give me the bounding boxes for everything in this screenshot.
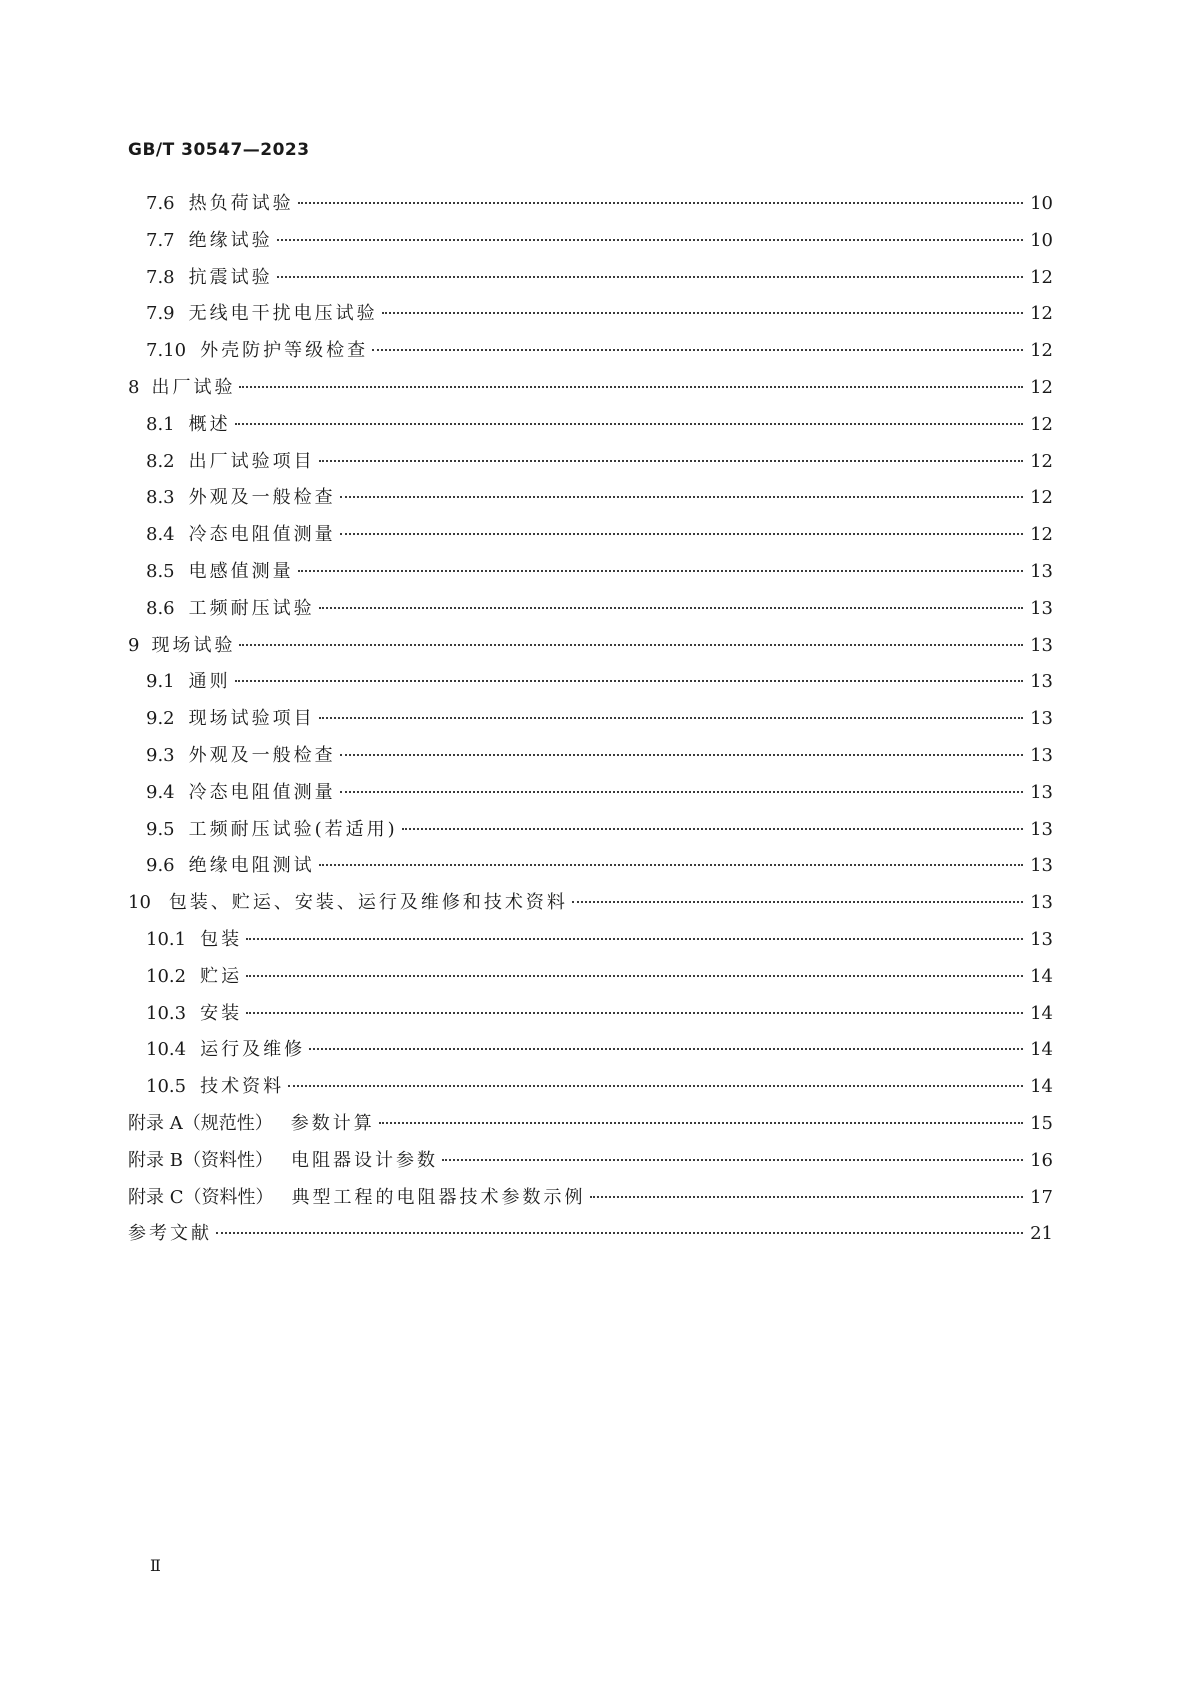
toc-entry-appendix-a[interactable] <box>128 1113 1053 1150</box>
toc-entry-appendix-c[interactable] <box>128 1187 1053 1224</box>
toc-number: 9.6 <box>146 855 175 877</box>
toc-number: 8.3 <box>146 487 175 509</box>
toc-entry-10[interactable] <box>128 892 1053 929</box>
dot-leader <box>235 423 1023 425</box>
dot-leader <box>288 1085 1023 1087</box>
dot-leader <box>235 680 1023 682</box>
toc-page: 12 <box>1030 413 1053 435</box>
toc-title: 运行及维修 <box>200 1039 306 1061</box>
toc-page: 15 <box>1030 1112 1053 1134</box>
dot-leader <box>340 791 1023 793</box>
toc-title: 冷态电阻值测量 <box>188 524 336 546</box>
toc-number: 9.5 <box>146 818 175 840</box>
dot-leader <box>590 1196 1024 1198</box>
toc-title: 技术资料 <box>200 1076 285 1098</box>
toc-entry-7-6[interactable] <box>128 193 1053 230</box>
toc-entry-9-4[interactable] <box>128 782 1053 819</box>
toc-title: 现场试验 <box>151 634 236 656</box>
toc-title: 包装、贮运、安装、运行及维修和技术资料 <box>168 892 568 914</box>
toc-entry-7-8[interactable] <box>128 267 1053 304</box>
toc-number: 7.7 <box>146 229 175 251</box>
toc-page: 12 <box>1030 487 1053 509</box>
toc-entry-8-3[interactable] <box>128 487 1053 524</box>
toc-entry-9-3[interactable] <box>128 745 1053 782</box>
toc-title: 绝缘电阻测试 <box>188 855 315 877</box>
toc-page: 13 <box>1030 634 1053 656</box>
toc-title: 电阻器设计参数 <box>290 1149 438 1171</box>
toc-page: 13 <box>1030 708 1053 730</box>
page-number: Ⅱ <box>150 1556 161 1575</box>
toc-number: 8.2 <box>146 450 175 472</box>
dot-leader <box>379 1122 1023 1124</box>
dot-leader <box>298 202 1023 204</box>
toc-number: 10.2 <box>146 965 187 987</box>
dot-leader <box>239 386 1023 388</box>
dot-leader <box>239 644 1023 646</box>
toc-page: 14 <box>1030 1076 1053 1098</box>
toc-title: 参数计算 <box>290 1112 375 1134</box>
toc-title: 外壳防护等级检查 <box>200 340 369 362</box>
toc-page: 12 <box>1030 524 1053 546</box>
toc-page: 13 <box>1030 928 1053 950</box>
dot-leader <box>246 1012 1023 1014</box>
toc-page: 13 <box>1030 597 1053 619</box>
toc-entry-8-6[interactable] <box>128 598 1053 635</box>
toc-number: 8 <box>128 376 140 398</box>
toc-title: 外观及一般检查 <box>188 744 336 766</box>
toc-title: 贮运 <box>200 965 243 987</box>
dot-leader <box>340 533 1023 535</box>
toc-entry-8-1[interactable] <box>128 414 1053 451</box>
toc-number: 附录 C（资料性） <box>128 1186 274 1208</box>
toc-title: 典型工程的电阻器技术参数示例 <box>291 1186 586 1208</box>
toc-entry-7-10[interactable] <box>128 340 1053 377</box>
toc-title: 无线电干扰电压试验 <box>188 303 378 325</box>
document-code: GB/T 30547—2023 <box>128 140 310 160</box>
toc-number: 8.4 <box>146 524 175 546</box>
dot-leader <box>277 239 1023 241</box>
toc-page: 13 <box>1030 671 1053 693</box>
toc-page: 17 <box>1030 1186 1053 1208</box>
toc-entry-10-2[interactable] <box>128 966 1053 1003</box>
toc-title: 通则 <box>188 671 231 693</box>
toc-title: 出厂试验项目 <box>188 450 315 472</box>
toc-number: 7.6 <box>146 193 175 214</box>
toc-number: 8.5 <box>146 560 175 582</box>
toc-entry-8-2[interactable] <box>128 451 1053 488</box>
toc-entry-9-2[interactable] <box>128 708 1053 745</box>
toc-number: 附录 B（资料性） <box>128 1149 273 1171</box>
toc-title: 热负荷试验 <box>188 193 294 214</box>
toc-number: 8.6 <box>146 597 175 619</box>
toc-page: 14 <box>1030 1039 1053 1061</box>
toc-number: 9.1 <box>146 671 175 693</box>
toc-title: 现场试验项目 <box>188 708 315 730</box>
toc-number: 10.1 <box>146 928 187 950</box>
toc-number: 7.9 <box>146 303 175 325</box>
dot-leader <box>340 754 1023 756</box>
toc-number: 9.4 <box>146 781 175 803</box>
toc-title: 电感值测量 <box>188 560 294 582</box>
dot-leader <box>442 1159 1023 1161</box>
toc-page: 10 <box>1030 193 1053 214</box>
toc-page: 12 <box>1030 340 1053 362</box>
dot-leader <box>372 349 1023 351</box>
toc-title: 抗震试验 <box>188 266 273 288</box>
toc-title: 包装 <box>200 928 243 950</box>
toc-title: 绝缘试验 <box>188 229 273 251</box>
dot-leader <box>246 938 1023 940</box>
toc-entry-8-4[interactable] <box>128 524 1053 561</box>
toc-title: 外观及一般检查 <box>188 487 336 509</box>
toc-page: 13 <box>1030 560 1053 582</box>
dot-leader <box>277 276 1023 278</box>
toc-page: 10 <box>1030 229 1053 251</box>
dot-leader <box>319 607 1023 609</box>
dot-leader <box>298 570 1023 572</box>
toc-page: 13 <box>1030 781 1053 803</box>
toc-page: 13 <box>1030 855 1053 877</box>
toc-number: 7.10 <box>146 340 187 362</box>
toc-page: 13 <box>1030 892 1053 914</box>
toc-number: 10.4 <box>146 1039 187 1061</box>
dot-leader <box>216 1232 1023 1234</box>
dot-leader <box>319 717 1023 719</box>
toc-title: 出厂试验 <box>151 376 236 398</box>
toc-number: 7.8 <box>146 266 175 288</box>
toc-number: 10 <box>128 892 151 914</box>
dot-leader <box>402 828 1023 830</box>
toc-page: 12 <box>1030 450 1053 472</box>
toc-number: 10.5 <box>146 1076 187 1098</box>
toc-entry-appendix-b[interactable] <box>128 1150 1053 1187</box>
toc-page: 12 <box>1030 303 1053 325</box>
toc-entry-7-7[interactable] <box>128 230 1053 267</box>
toc-page: 14 <box>1030 1002 1053 1024</box>
toc-entry-10-4[interactable] <box>128 1039 1053 1076</box>
dot-leader <box>319 864 1023 866</box>
toc-entry-10-3[interactable] <box>128 1003 1053 1040</box>
toc-entry-8-5[interactable] <box>128 561 1053 598</box>
toc-entry-references[interactable] <box>128 1223 1053 1260</box>
toc-page: 13 <box>1030 744 1053 766</box>
toc-number: 附录 A（规范性） <box>128 1112 273 1134</box>
dot-leader <box>340 496 1023 498</box>
toc-page: 12 <box>1030 266 1053 288</box>
toc-number: 9.2 <box>146 708 175 730</box>
toc-title: 工频耐压试验 <box>188 597 315 619</box>
dot-leader <box>572 901 1023 903</box>
toc-number: 8.1 <box>146 413 175 435</box>
toc-title: 工频耐压试验(若适用) <box>188 818 398 840</box>
toc-number: 9 <box>128 634 140 656</box>
toc-entry-9-6[interactable] <box>128 855 1053 892</box>
toc-title: 安装 <box>200 1002 243 1024</box>
dot-leader <box>319 460 1023 462</box>
toc-entry-9-1[interactable] <box>128 671 1053 708</box>
toc-page: 14 <box>1030 965 1053 987</box>
table-of-contents <box>128 193 1053 1260</box>
toc-entry-10-1[interactable] <box>128 929 1053 966</box>
toc-entry-10-5[interactable] <box>128 1076 1053 1113</box>
dot-leader <box>246 975 1023 977</box>
toc-number: 9.3 <box>146 744 175 766</box>
toc-page: 12 <box>1030 376 1053 398</box>
toc-number: 10.3 <box>146 1002 187 1024</box>
toc-page: 13 <box>1030 818 1053 840</box>
toc-page: 21 <box>1030 1223 1053 1245</box>
toc-entry-9-5[interactable] <box>128 819 1053 856</box>
toc-title: 参考文献 <box>128 1223 212 1245</box>
toc-page: 16 <box>1030 1149 1053 1171</box>
toc-title: 概述 <box>188 413 231 435</box>
dot-leader <box>382 312 1023 314</box>
dot-leader <box>309 1048 1023 1050</box>
toc-entry-9[interactable] <box>128 635 1053 672</box>
toc-entry-7-9[interactable] <box>128 303 1053 340</box>
toc-entry-8[interactable] <box>128 377 1053 414</box>
toc-title: 冷态电阻值测量 <box>188 781 336 803</box>
